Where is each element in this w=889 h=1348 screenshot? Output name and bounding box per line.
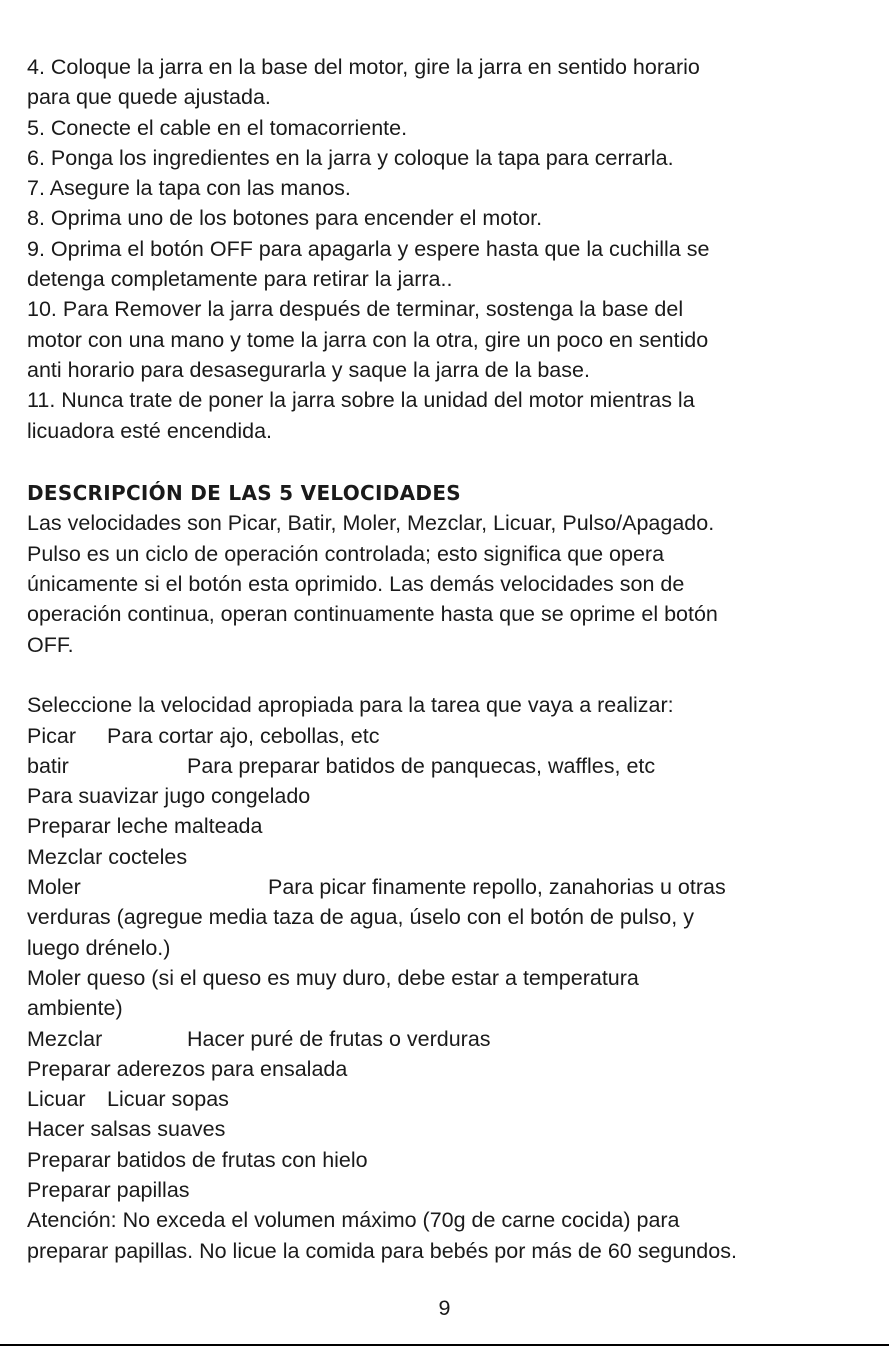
speed-picar-line xyxy=(27,721,872,751)
step-10-line-1: 10. Para Remover la jarra después de terminar, sostenga la base del xyxy=(27,297,684,322)
step-10-line-3: anti horario para desasegurarla y saque la jarra de la base. xyxy=(27,357,590,382)
steps-list xyxy=(27,52,872,446)
description-line-2: Pulso es un ciclo de operación controlada; esto significa que opera xyxy=(27,541,665,566)
step-4-line-2: para que quede ajustada. xyxy=(27,85,271,110)
speed-moler xyxy=(27,872,872,1023)
speed-term-licuar: Licuar xyxy=(27,1087,86,1112)
step-4-line-1: 4. Coloque la jarra en la base del motor, gire la jarra en sentido horario xyxy=(27,55,700,79)
speed-moler-use-2: verduras (agregue media taza de agua, úselo con el botón de pulso, y xyxy=(27,905,694,930)
speed-mezclar-line xyxy=(27,1024,872,1054)
speed-licuar-use: Licuar sopas xyxy=(107,1087,229,1112)
step-8: 8. Oprima uno de los botones para encender el motor. xyxy=(27,206,543,231)
speed-moler-use-5: ambiente) xyxy=(27,996,123,1021)
step-9-line-1: 9. Oprima el botón OFF para apagarla y espere hasta que la cuchilla se xyxy=(27,236,710,261)
speed-moler-line xyxy=(27,872,872,902)
bottom-rule xyxy=(0,1344,889,1346)
speed-term-mezclar: Mezclar xyxy=(27,1026,103,1051)
speed-licuar xyxy=(27,1084,872,1205)
speed-mezclar-use: Hacer puré de frutas o verduras xyxy=(187,1026,491,1051)
speed-batir xyxy=(27,751,872,872)
step-9-line-2: detenga completamente para retirar la jarra.. xyxy=(27,267,453,292)
attention-line-2: preparar papillas. No licue la comida para bebés por más de 60 segundos. xyxy=(27,1238,737,1263)
attention-line-1: Atención: No exceda el volumen máximo (70g de carne cocida) para xyxy=(27,1208,680,1233)
speeds-description xyxy=(27,508,872,659)
attention-note xyxy=(27,1205,872,1266)
speed-batir-line xyxy=(27,751,872,781)
speed-batir-use: Para preparar batidos de panquecas, waffles, etc xyxy=(187,753,656,778)
step-11-line-1: 11. Nunca trate de poner la jarra sobre la unidad del motor mientras la xyxy=(27,388,695,413)
step-5: 5. Conecte el cable en el tomacorriente. xyxy=(27,115,408,140)
speed-term-batir: batir xyxy=(27,753,69,778)
step-10-line-2: motor con una mano y tome la jarra con la otra, gire un poco en sentido xyxy=(27,327,709,352)
speed-picar-use: Para cortar ajo, cebollas, etc xyxy=(107,723,380,748)
page-number: 9 xyxy=(438,1296,451,1320)
speed-licuar-use-2: Hacer salsas suaves xyxy=(27,1117,226,1142)
spacer xyxy=(27,660,872,690)
description-line-4: operación continua, operan continuamente hasta que se oprime el botón xyxy=(27,602,718,627)
step-7: 7. Asegure la tapa con las manos. xyxy=(27,176,351,201)
speed-moler-use-4: Moler queso (si el queso es muy duro, debe estar a temperatura xyxy=(27,965,639,990)
speeds-intro: Seleccione la velocidad apropiada para la tarea que vaya a realizar: xyxy=(27,693,674,718)
manual-page xyxy=(27,52,872,1266)
section-heading: DESCRIPCIÓN DE LAS 5 VELOCIDADES xyxy=(27,481,462,506)
speed-batir-use-2: Para suavizar jugo congelado xyxy=(27,784,311,809)
speed-mezclar xyxy=(27,1024,872,1085)
step-11-line-2: licuadora esté encendida. xyxy=(27,418,273,443)
speed-mezclar-use-2: Preparar aderezos para ensalada xyxy=(27,1056,348,1081)
description-line-1: Las velocidades son Picar, Batir, Moler, Mezclar, Licuar, Pulso/Apagado. xyxy=(27,511,715,536)
speed-moler-use: Para picar finamente repollo, zanahorias u otras xyxy=(268,875,726,900)
speed-term-picar: Picar xyxy=(27,723,76,748)
speed-licuar-use-3: Preparar batidos de frutas con hielo xyxy=(27,1147,368,1172)
speed-picar xyxy=(27,721,872,751)
spacer xyxy=(27,446,872,476)
speed-licuar-line xyxy=(27,1084,872,1114)
speed-batir-use-3: Preparar leche malteada xyxy=(27,814,263,839)
speed-moler-use-3: luego drénelo.) xyxy=(27,935,171,960)
step-6: 6. Ponga los ingredientes en la jarra y coloque la tapa para cerrarla. xyxy=(27,145,674,170)
speed-batir-use-4: Mezclar cocteles xyxy=(27,844,188,869)
speed-term-moler: Moler xyxy=(27,875,81,900)
description-line-5: OFF. xyxy=(27,632,74,657)
speed-licuar-use-4: Preparar papillas xyxy=(27,1177,190,1202)
description-line-3: únicamente si el botón esta oprimido. Las demás velocidades son de xyxy=(27,572,685,597)
